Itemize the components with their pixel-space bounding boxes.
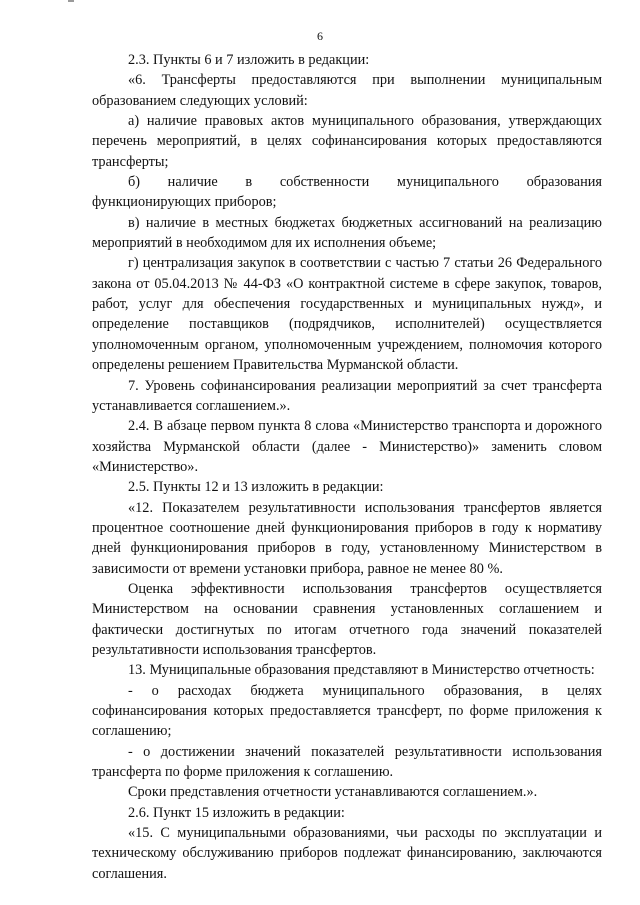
- condition-a: а) наличие правовых актов муниципального образования, утверждающих перечень мероприятий, в целях софинансирования которых предоставляются трансферты;: [92, 113, 602, 170]
- clause-12: «12. Показателем результативности использования трансфертов является процентное соотношение дней функционирования приборов в году к нормативу дней функционирования приборов в году, установленному Министерством в зависимости от времени установки прибора, равное не менее 80 %.: [92, 499, 602, 577]
- section-2-4: 2.4. В абзаце первом пункта 8 слова «Министерство транспорта и дорожного хозяйства Мурманской области (далее - Министерство)» заменить словом «Министерство».: [92, 418, 602, 475]
- page-number: 6: [317, 29, 323, 43]
- clause-15: «15. С муниципальными образованиями, чьи расходы по эксплуатации и техническому обслуживанию приборов подлежат финансированию, заключаются соглашения.: [92, 825, 602, 882]
- section-2-5-heading: 2.5. Пункты 12 и 13 изложить в редакции:: [128, 479, 384, 496]
- report-item-indicators: - о достижении значений показателей результативности использования трансферта по форме приложения к соглашению.: [92, 743, 602, 781]
- document-body: [92, 50, 602, 884]
- clause-7: 7. Уровень софинансирования реализации мероприятий за счет трансферта устанавливается соглашением.».: [92, 377, 602, 414]
- condition-v: в) наличие в местных бюджетах бюджетных ассигнований на реализацию мероприятий в необходимом для их исполнения объеме;: [92, 214, 602, 252]
- section-2-6-heading: 2.6. Пункт 15 изложить в редакции:: [128, 804, 345, 821]
- condition-b: б) наличие в собственности муниципального образования функционирующих приборов;: [92, 174, 602, 211]
- efficiency-assessment: Оценка эффективности использования трансфертов осуществляется Министерством на основании сравнения установленных соглашением и фактически достигнутых по итогам отчетного года значений показателей результативности использования трансфертов.: [92, 580, 602, 658]
- clause-6-intro: «6. Трансферты предоставляются при выполнении муниципальным образованием следующих условий:: [92, 72, 602, 109]
- condition-g: г) централизация закупок в соответствии с частью 7 статьи 26 Федерального закона от 05.04.2013 № 44-ФЗ «О контрактной системе в сфере закупок, товаров, работ, услуг для обеспечения государственных и муниципальных нужд», и определение поставщиков (подрядчиков, исполнителей) осуществляется уполномоченным органом, уполномоченным учреждением, полномочия которого определены решением Правительства Мурманской области.: [92, 255, 602, 374]
- section-2-3-heading: 2.3. Пункты 6 и 7 изложить в редакции:: [128, 52, 370, 68]
- clause-13: 13. Муниципальные образования представляют в Министерство отчетность:: [128, 662, 595, 679]
- reporting-deadlines: Сроки представления отчетности устанавливаются соглашением.».: [128, 784, 538, 801]
- report-item-expenses: - о расходах бюджета муниципального образования, в целях софинансирования которых предоставляется трансферт, по форме приложения к соглашению;: [92, 682, 602, 740]
- scan-artifact: [68, 0, 74, 2]
